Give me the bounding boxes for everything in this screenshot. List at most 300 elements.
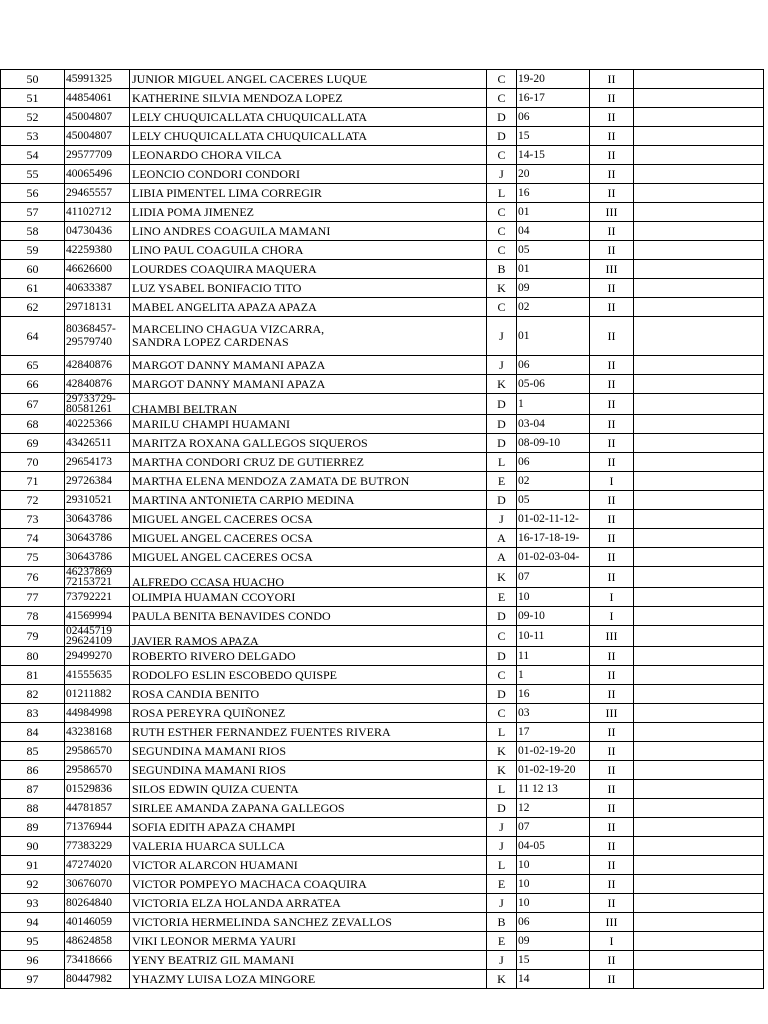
row-number: 57 bbox=[1, 203, 65, 222]
level: II bbox=[590, 723, 634, 742]
empty-cell bbox=[634, 165, 764, 184]
level: II bbox=[590, 666, 634, 685]
document-id-line: 80581261 bbox=[66, 403, 112, 415]
document-id bbox=[65, 567, 130, 588]
row-number: 51 bbox=[1, 89, 65, 108]
empty-cell bbox=[634, 951, 764, 970]
level: III bbox=[590, 260, 634, 279]
category-code: C bbox=[487, 666, 517, 685]
person-name: LEONARDO CHORA VILCA bbox=[130, 146, 487, 165]
level: II bbox=[590, 184, 634, 203]
group-numbers: 12 bbox=[517, 799, 590, 818]
document-id-line: 80368457- bbox=[66, 323, 116, 335]
table-row bbox=[1, 415, 764, 434]
table-row bbox=[1, 626, 764, 647]
table-row bbox=[1, 913, 764, 932]
document-id: 41555635 bbox=[65, 666, 130, 685]
level: III bbox=[590, 626, 634, 647]
level: II bbox=[590, 279, 634, 298]
category-code: J bbox=[487, 356, 517, 375]
person-name-line: CHAMBI BELTRAN bbox=[132, 402, 238, 415]
group-numbers: 03 bbox=[517, 704, 590, 723]
group-numbers: 10 bbox=[517, 588, 590, 607]
row-number: 88 bbox=[1, 799, 65, 818]
empty-cell bbox=[634, 799, 764, 818]
group-numbers: 16 bbox=[517, 184, 590, 203]
row-number: 85 bbox=[1, 742, 65, 761]
row-number: 77 bbox=[1, 588, 65, 607]
level: II bbox=[590, 510, 634, 529]
empty-cell bbox=[634, 626, 764, 647]
row-number: 84 bbox=[1, 723, 65, 742]
category-code: D bbox=[487, 799, 517, 818]
group-numbers: 01 bbox=[517, 203, 590, 222]
empty-cell bbox=[634, 70, 764, 89]
category-code: D bbox=[487, 647, 517, 666]
group-numbers: 16-17 bbox=[517, 89, 590, 108]
person-name: LELY CHUQUICALLATA CHUQUICALLATA bbox=[130, 127, 487, 146]
group-numbers: 06 bbox=[517, 108, 590, 127]
document-id: 29586570 bbox=[65, 742, 130, 761]
row-number: 97 bbox=[1, 970, 65, 989]
group-numbers: 02 bbox=[517, 298, 590, 317]
empty-cell bbox=[634, 510, 764, 529]
person-name: YENY BEATRIZ GIL MAMANI bbox=[130, 951, 487, 970]
person-name: ROBERTO RIVERO DELGADO bbox=[130, 647, 487, 666]
table-row bbox=[1, 607, 764, 626]
table-row bbox=[1, 394, 764, 415]
empty-cell bbox=[634, 761, 764, 780]
person-name-line: JAVIER RAMOS APAZA bbox=[132, 634, 259, 647]
document-id: 80264840 bbox=[65, 894, 130, 913]
person-name: LEONCIO CONDORI CONDORI bbox=[130, 165, 487, 184]
empty-cell bbox=[634, 666, 764, 685]
group-numbers: 03-04 bbox=[517, 415, 590, 434]
empty-cell bbox=[634, 548, 764, 567]
person-name: VICTOR POMPEYO MACHACA COAQUIRA bbox=[130, 875, 487, 894]
document-id: 42259380 bbox=[65, 241, 130, 260]
table-row bbox=[1, 704, 764, 723]
group-numbers: 01-02-03-04- bbox=[517, 548, 590, 567]
table-row bbox=[1, 951, 764, 970]
category-code: E bbox=[487, 875, 517, 894]
group-numbers: 14 bbox=[517, 970, 590, 989]
document-id: 44781857 bbox=[65, 799, 130, 818]
person-name: VALERIA HUARCA SULLCA bbox=[130, 837, 487, 856]
empty-cell bbox=[634, 723, 764, 742]
document-id: 29654173 bbox=[65, 453, 130, 472]
row-number: 67 bbox=[1, 394, 65, 415]
person-name: SOFIA EDITH APAZA CHAMPI bbox=[130, 818, 487, 837]
row-number: 61 bbox=[1, 279, 65, 298]
group-numbers: 07 bbox=[517, 567, 590, 588]
row-number: 80 bbox=[1, 647, 65, 666]
document-id: 44984998 bbox=[65, 704, 130, 723]
table-row bbox=[1, 970, 764, 989]
person-name: VICTOR ALARCON HUAMANI bbox=[130, 856, 487, 875]
person-name: MARTINA ANTONIETA CARPIO MEDINA bbox=[130, 491, 487, 510]
row-number: 68 bbox=[1, 415, 65, 434]
empty-cell bbox=[634, 837, 764, 856]
group-numbers: 19-20 bbox=[517, 70, 590, 89]
group-numbers: 20 bbox=[517, 165, 590, 184]
document-id: 73792221 bbox=[65, 588, 130, 607]
person-name: LINO PAUL COAGUILA CHORA bbox=[130, 241, 487, 260]
person-name: ROSA CANDIA BENITO bbox=[130, 685, 487, 704]
row-number: 94 bbox=[1, 913, 65, 932]
document-id: 30643786 bbox=[65, 529, 130, 548]
empty-cell bbox=[634, 241, 764, 260]
category-code: C bbox=[487, 298, 517, 317]
level: II bbox=[590, 567, 634, 588]
empty-cell bbox=[634, 453, 764, 472]
empty-cell bbox=[634, 317, 764, 356]
person-name bbox=[130, 567, 487, 588]
document-id: 30643786 bbox=[65, 510, 130, 529]
level: II bbox=[590, 356, 634, 375]
document-id: 47274020 bbox=[65, 856, 130, 875]
document-id: 42840876 bbox=[65, 375, 130, 394]
category-code: B bbox=[487, 913, 517, 932]
row-number: 56 bbox=[1, 184, 65, 203]
document-id: 29577709 bbox=[65, 146, 130, 165]
row-number: 74 bbox=[1, 529, 65, 548]
row-number: 91 bbox=[1, 856, 65, 875]
category-code: C bbox=[487, 241, 517, 260]
category-code: K bbox=[487, 970, 517, 989]
person-name: SEGUNDINA MAMANI RIOS bbox=[130, 761, 487, 780]
document-id: 40146059 bbox=[65, 913, 130, 932]
row-number: 53 bbox=[1, 127, 65, 146]
group-numbers: 05 bbox=[517, 241, 590, 260]
person-name: SEGUNDINA MAMANI RIOS bbox=[130, 742, 487, 761]
person-name: ROSA PEREYRA QUIÑONEZ bbox=[130, 704, 487, 723]
table-row bbox=[1, 894, 764, 913]
group-numbers: 10-11 bbox=[517, 626, 590, 647]
category-code: L bbox=[487, 184, 517, 203]
level: II bbox=[590, 70, 634, 89]
table-row bbox=[1, 723, 764, 742]
document-id: 01529836 bbox=[65, 780, 130, 799]
empty-cell bbox=[634, 607, 764, 626]
document-id: 40065496 bbox=[65, 165, 130, 184]
empty-cell bbox=[634, 472, 764, 491]
category-code: J bbox=[487, 894, 517, 913]
group-numbers: 05 bbox=[517, 491, 590, 510]
row-number: 87 bbox=[1, 780, 65, 799]
category-code: D bbox=[487, 394, 517, 415]
table-row bbox=[1, 222, 764, 241]
person-name-line: MARCELINO CHAGUA VIZCARRA, bbox=[132, 322, 325, 336]
table-row bbox=[1, 203, 764, 222]
table-row bbox=[1, 472, 764, 491]
document-id: 41569994 bbox=[65, 607, 130, 626]
row-number: 89 bbox=[1, 818, 65, 837]
person-name: RUTH ESTHER FERNANDEZ FUENTES RIVERA bbox=[130, 723, 487, 742]
row-number: 71 bbox=[1, 472, 65, 491]
table-row bbox=[1, 588, 764, 607]
empty-cell bbox=[634, 970, 764, 989]
person-name-line: ALFREDO CCASA HUACHO bbox=[132, 575, 285, 588]
level: II bbox=[590, 298, 634, 317]
group-numbers: 09-10 bbox=[517, 607, 590, 626]
category-code: D bbox=[487, 108, 517, 127]
person-name: LIDIA POMA JIMENEZ bbox=[130, 203, 487, 222]
group-numbers: 01 bbox=[517, 317, 590, 356]
group-numbers: 01 bbox=[517, 260, 590, 279]
row-number: 65 bbox=[1, 356, 65, 375]
row-number: 93 bbox=[1, 894, 65, 913]
empty-cell bbox=[634, 856, 764, 875]
table-row bbox=[1, 856, 764, 875]
empty-cell bbox=[634, 685, 764, 704]
row-number: 58 bbox=[1, 222, 65, 241]
category-code: K bbox=[487, 761, 517, 780]
document-id: 29726384 bbox=[65, 472, 130, 491]
document-id-line: 29733729- bbox=[66, 393, 116, 405]
category-code: D bbox=[487, 491, 517, 510]
level: II bbox=[590, 491, 634, 510]
table-row bbox=[1, 108, 764, 127]
category-code: L bbox=[487, 723, 517, 742]
table-row bbox=[1, 89, 764, 108]
document-id bbox=[65, 626, 130, 647]
document-id bbox=[65, 317, 130, 356]
document-id: 29499270 bbox=[65, 647, 130, 666]
category-code: L bbox=[487, 453, 517, 472]
group-numbers: 07 bbox=[517, 818, 590, 837]
empty-cell bbox=[634, 203, 764, 222]
empty-cell bbox=[634, 127, 764, 146]
category-code: C bbox=[487, 626, 517, 647]
document-id: 42840876 bbox=[65, 356, 130, 375]
row-number: 81 bbox=[1, 666, 65, 685]
category-code: K bbox=[487, 375, 517, 394]
category-code: B bbox=[487, 260, 517, 279]
empty-cell bbox=[634, 298, 764, 317]
level: II bbox=[590, 799, 634, 818]
category-code: C bbox=[487, 704, 517, 723]
document-id: 45991325 bbox=[65, 70, 130, 89]
table-row bbox=[1, 548, 764, 567]
empty-cell bbox=[634, 529, 764, 548]
group-numbers: 1 bbox=[517, 666, 590, 685]
person-name bbox=[130, 394, 487, 415]
group-numbers: 1 bbox=[517, 394, 590, 415]
level: II bbox=[590, 434, 634, 453]
group-numbers: 02 bbox=[517, 472, 590, 491]
table-row bbox=[1, 260, 764, 279]
document-id: 46626600 bbox=[65, 260, 130, 279]
table-row bbox=[1, 837, 764, 856]
document-id: 80447982 bbox=[65, 970, 130, 989]
group-numbers: 04-05 bbox=[517, 837, 590, 856]
level: I bbox=[590, 588, 634, 607]
document-id-line: 46237869 bbox=[66, 566, 112, 578]
group-numbers: 10 bbox=[517, 894, 590, 913]
table-row bbox=[1, 298, 764, 317]
table-row bbox=[1, 780, 764, 799]
person-name: MARTHA CONDORI CRUZ DE GUTIERREZ bbox=[130, 453, 487, 472]
group-numbers: 01-02-19-20 bbox=[517, 742, 590, 761]
empty-cell bbox=[634, 742, 764, 761]
person-name: SILOS EDWIN QUIZA CUENTA bbox=[130, 780, 487, 799]
table-row bbox=[1, 184, 764, 203]
table-row bbox=[1, 434, 764, 453]
document-id: 40633387 bbox=[65, 279, 130, 298]
document-id-line: 02445719 bbox=[66, 625, 112, 637]
empty-cell bbox=[634, 818, 764, 837]
document-id: 30676070 bbox=[65, 875, 130, 894]
level: II bbox=[590, 127, 634, 146]
table-row bbox=[1, 146, 764, 165]
category-code: C bbox=[487, 203, 517, 222]
person-name-line: SANDRA LOPEZ CARDENAS bbox=[132, 335, 289, 349]
person-name: VIKI LEONOR MERMA YAURI bbox=[130, 932, 487, 951]
row-number: 69 bbox=[1, 434, 65, 453]
group-numbers: 15 bbox=[517, 127, 590, 146]
person-name: MARILU CHAMPI HUAMANI bbox=[130, 415, 487, 434]
document-id: 40225366 bbox=[65, 415, 130, 434]
level: II bbox=[590, 453, 634, 472]
category-code: D bbox=[487, 434, 517, 453]
level: II bbox=[590, 415, 634, 434]
person-name: MARTHA ELENA MENDOZA ZAMATA DE BUTRON bbox=[130, 472, 487, 491]
category-code: A bbox=[487, 548, 517, 567]
table-row bbox=[1, 685, 764, 704]
category-code: D bbox=[487, 607, 517, 626]
group-numbers: 17 bbox=[517, 723, 590, 742]
row-number: 90 bbox=[1, 837, 65, 856]
person-name: OLIMPIA HUAMAN CCOYORI bbox=[130, 588, 487, 607]
level: II bbox=[590, 146, 634, 165]
person-name bbox=[130, 317, 487, 356]
category-code: A bbox=[487, 529, 517, 548]
category-code: L bbox=[487, 780, 517, 799]
group-numbers: 06 bbox=[517, 453, 590, 472]
document-id-line: 29579740 bbox=[66, 336, 112, 348]
row-number: 54 bbox=[1, 146, 65, 165]
person-name: RODOLFO ESLIN ESCOBEDO QUISPE bbox=[130, 666, 487, 685]
table-row bbox=[1, 567, 764, 588]
document-sheet bbox=[0, 69, 763, 989]
group-numbers: 01-02-11-12- bbox=[517, 510, 590, 529]
row-number: 60 bbox=[1, 260, 65, 279]
row-number: 76 bbox=[1, 567, 65, 588]
category-code: C bbox=[487, 146, 517, 165]
group-numbers: 05-06 bbox=[517, 375, 590, 394]
row-number: 92 bbox=[1, 875, 65, 894]
person-name: YHAZMY LUISA LOZA MINGORE bbox=[130, 970, 487, 989]
document-id: 30643786 bbox=[65, 548, 130, 567]
row-number: 96 bbox=[1, 951, 65, 970]
level: II bbox=[590, 317, 634, 356]
empty-cell bbox=[634, 434, 764, 453]
table-row bbox=[1, 356, 764, 375]
category-code: E bbox=[487, 588, 517, 607]
person-name: MIGUEL ANGEL CACERES OCSA bbox=[130, 510, 487, 529]
registry-table bbox=[0, 69, 764, 989]
person-name: MARGOT DANNY MAMANI APAZA bbox=[130, 375, 487, 394]
table-row bbox=[1, 510, 764, 529]
level: II bbox=[590, 685, 634, 704]
level: III bbox=[590, 913, 634, 932]
empty-cell bbox=[634, 588, 764, 607]
person-name: LIBIA PIMENTEL LIMA CORREGIR bbox=[130, 184, 487, 203]
category-code: C bbox=[487, 70, 517, 89]
document-id: 29586570 bbox=[65, 761, 130, 780]
document-id: 29310521 bbox=[65, 491, 130, 510]
document-id-line: 29624109 bbox=[66, 635, 112, 647]
empty-cell bbox=[634, 913, 764, 932]
group-numbers: 14-15 bbox=[517, 146, 590, 165]
person-name: PAULA BENITA BENAVIDES CONDO bbox=[130, 607, 487, 626]
row-number: 70 bbox=[1, 453, 65, 472]
group-numbers: 08-09-10 bbox=[517, 434, 590, 453]
category-code: J bbox=[487, 165, 517, 184]
document-id: 04730436 bbox=[65, 222, 130, 241]
empty-cell bbox=[634, 415, 764, 434]
empty-cell bbox=[634, 375, 764, 394]
document-id bbox=[65, 394, 130, 415]
empty-cell bbox=[634, 394, 764, 415]
level: II bbox=[590, 108, 634, 127]
empty-cell bbox=[634, 491, 764, 510]
person-name: MARGOT DANNY MAMANI APAZA bbox=[130, 356, 487, 375]
level: II bbox=[590, 375, 634, 394]
document-id: 41102712 bbox=[65, 203, 130, 222]
empty-cell bbox=[634, 184, 764, 203]
document-id: 29718131 bbox=[65, 298, 130, 317]
row-number: 95 bbox=[1, 932, 65, 951]
table-row bbox=[1, 875, 764, 894]
document-id: 29465557 bbox=[65, 184, 130, 203]
row-number: 75 bbox=[1, 548, 65, 567]
empty-cell bbox=[634, 894, 764, 913]
person-name: SIRLEE AMANDA ZAPANA GALLEGOS bbox=[130, 799, 487, 818]
group-numbers: 09 bbox=[517, 279, 590, 298]
row-number: 66 bbox=[1, 375, 65, 394]
level: II bbox=[590, 548, 634, 567]
row-number: 73 bbox=[1, 510, 65, 529]
group-numbers: 09 bbox=[517, 932, 590, 951]
level: II bbox=[590, 780, 634, 799]
person-name: MIGUEL ANGEL CACERES OCSA bbox=[130, 529, 487, 548]
row-number: 55 bbox=[1, 165, 65, 184]
level: I bbox=[590, 932, 634, 951]
person-name: MABEL ANGELITA APAZA APAZA bbox=[130, 298, 487, 317]
empty-cell bbox=[634, 146, 764, 165]
row-number: 82 bbox=[1, 685, 65, 704]
category-code: J bbox=[487, 837, 517, 856]
table-row bbox=[1, 818, 764, 837]
level: II bbox=[590, 875, 634, 894]
document-id: 01211882 bbox=[65, 685, 130, 704]
empty-cell bbox=[634, 356, 764, 375]
group-numbers: 04 bbox=[517, 222, 590, 241]
table-row bbox=[1, 241, 764, 260]
empty-cell bbox=[634, 875, 764, 894]
category-code: K bbox=[487, 567, 517, 588]
group-numbers: 10 bbox=[517, 856, 590, 875]
table-row bbox=[1, 761, 764, 780]
group-numbers: 16 bbox=[517, 685, 590, 704]
category-code: C bbox=[487, 89, 517, 108]
row-number: 72 bbox=[1, 491, 65, 510]
category-code: D bbox=[487, 685, 517, 704]
document-id: 45004807 bbox=[65, 108, 130, 127]
person-name: KATHERINE SILVIA MENDOZA LOPEZ bbox=[130, 89, 487, 108]
